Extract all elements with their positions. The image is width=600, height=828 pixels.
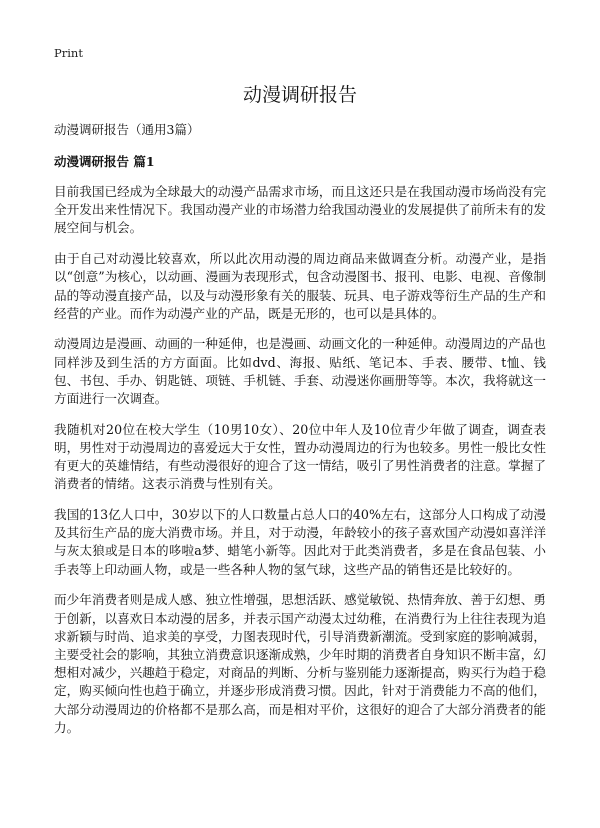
paragraph: 我国的13亿人口中，30岁以下的人口数量占总人口的40%左右，这部分人口构成了动漫及其衍生产品的庞大消费市场。并且，对于动漫，年龄较小的孩子喜欢国产动漫如喜洋洋与灰太狼或是日本的哆啦a梦、蜡笔小新等。因此对于此类消费者，多是在食品包装、小手表等上印动画人物，或是一些各种人物的氢气球，这些产品的销售还是比较好的。: [54, 507, 546, 577]
paragraph: 我随机对20位在校大学生（10男10女）、20位中年人及10位青少年做了调查，调查表明，男性对于动漫周边的喜爱远大于女性，置办动漫周边的行为也较多。男性一般比女性有更大的英雄情结，有些动漫很好的迎合了这一情结，吸引了男性消费者的注意。掌握了消费者的情绪。这表示消费与性别有关。: [54, 421, 546, 492]
paragraph: 目前我国已经成为全球最大的动漫产品需求市场，而且这还只是在我国动漫市场尚没有完全开发出来性情况下。我国动漫产业的市场潜力给我国动漫业的发展提供了前所未有的发展空间与机会。: [54, 184, 546, 236]
paragraph: 动漫周边是漫画、动画的一种延伸，也是漫画、动画文化的一种延伸。动漫周边的产品也同样涉及到生活的方方面面。比如dvd、海报、贴纸、笔记本、手表、腰带、t恤、钱包、书包、手办、钥匙链、项链、手机链、手套、动漫迷你画册等等。本次，我将就这一方面进行一次调查。: [54, 336, 546, 407]
paragraph: 由于自己对动漫比较喜欢，所以此次用动漫的周边商品来做调查分析。动漫产业，是指以“创意”为核心，以动画、漫画为表现形式，包含动漫图书、报刊、电影、电视、音像制品的等动漫直接产品，以及与动漫形象有关的服装、玩具、电子游戏等衍生产品的生产和经营的产业。而作为动漫产业的产品，既是无形的，也可以是具体的。: [54, 251, 546, 321]
paragraph: 而少年消费者则是成人感、独立性增强，思想活跃、感觉敏锐、热情奔放、善于幻想、勇于创新，以喜欢日本动漫的居多，并表示国产动漫太过幼稚，在消费行为上往往表现为追求新颖与时尚、追求美的享受，力图表现时代，引导消费新潮流。受到家庭的影响减弱，主要受社会的影响，其独立消费意识逐渐成熟，少年时期的消费者自身知识不断丰富，幻想相对减少，兴趣趋于稳定，对商品的判断、分析与鉴别能力逐渐提高，购买行为趋于稳定，购买倾向性也趋于确立，并逐步形成消费习惯。因此，针对于消费能力不高的他们，大部分动漫周边的价格都不是那么高，而是相对平价，这很好的迎合了大部分消费者的能力。: [54, 592, 546, 735]
document-body: [54, 183, 546, 749]
print-link[interactable]: Print: [54, 46, 83, 60]
section-heading: 动漫调研报告 篇1: [54, 154, 155, 169]
document-title: 动漫调研报告: [242, 84, 357, 106]
document-subtitle: 动漫调研报告（通用3篇）: [54, 122, 200, 137]
